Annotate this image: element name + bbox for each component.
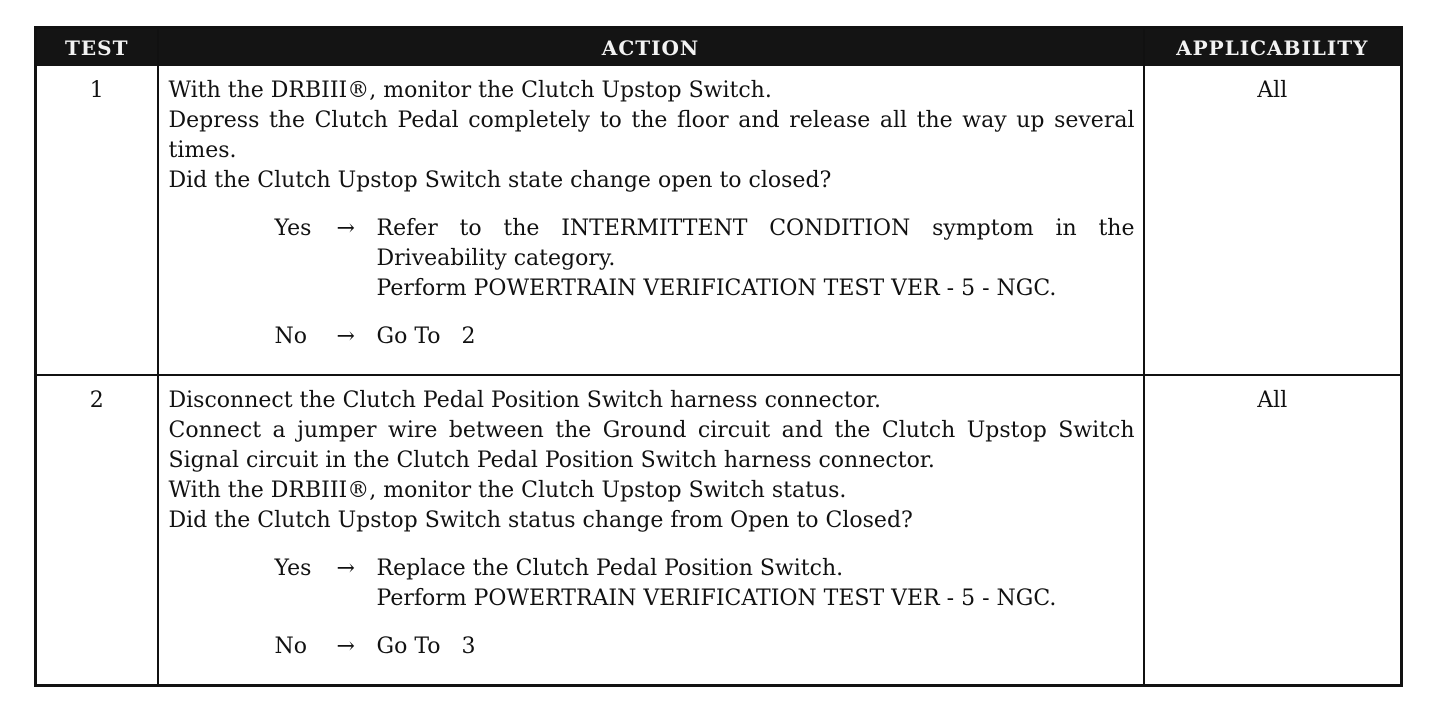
no-outcome bbox=[275, 322, 1135, 352]
header-test: TEST bbox=[36, 28, 158, 67]
right-arrow-icon: → bbox=[336, 556, 355, 581]
yes-label: Yes bbox=[274, 216, 312, 241]
instruction-line: With the DRBIII®, monitor the Clutch Upstop Switch status. bbox=[168, 478, 847, 503]
instructions bbox=[169, 76, 1135, 196]
result-line: Driveability category. bbox=[376, 246, 616, 271]
instruction-line: Disconnect the Clutch Pedal Position Switch harness connector. bbox=[168, 388, 882, 413]
instruction-line: Did the Clutch Upstop Switch status change from Open to Closed? bbox=[168, 508, 913, 533]
go-to-link[interactable]: Go To 2 bbox=[376, 324, 476, 349]
applicability-value: All bbox=[1144, 375, 1402, 686]
instruction-line: Signal circuit in the Clutch Pedal Position Switch harness connector. bbox=[168, 448, 935, 473]
test-number: 2 bbox=[36, 375, 158, 686]
table-row bbox=[36, 66, 1402, 375]
instruction-line: Depress the Clutch Pedal completely to the floor and release all the way up several bbox=[168, 108, 1135, 133]
yes-result bbox=[377, 214, 1135, 304]
yes-outcome bbox=[275, 214, 1135, 304]
no-result bbox=[377, 632, 1135, 662]
instruction-line: times. bbox=[168, 138, 237, 163]
go-to-link[interactable]: Go To 3 bbox=[376, 634, 476, 659]
header-applicability: APPLICABILITY bbox=[1144, 28, 1402, 67]
right-arrow-icon: → bbox=[336, 216, 355, 241]
applicability-value: All bbox=[1144, 66, 1402, 375]
yes-label: Yes bbox=[274, 556, 312, 581]
instruction-line: Connect a jumper wire between the Ground circuit and the Clutch Upstop Switch bbox=[168, 418, 1135, 443]
instruction-line: Did the Clutch Upstop Switch state change open to closed? bbox=[168, 168, 832, 193]
yes-outcome bbox=[275, 554, 1135, 614]
header-action: ACTION bbox=[158, 28, 1144, 67]
result-line: Perform POWERTRAIN VERIFICATION TEST VER - 5 - NGC. bbox=[376, 586, 1057, 611]
right-arrow-icon: → bbox=[336, 634, 355, 659]
no-label: No bbox=[274, 324, 307, 349]
no-label: No bbox=[274, 634, 307, 659]
no-result bbox=[377, 322, 1135, 352]
result-line: Refer to the INTERMITTENT CONDITION symptom in the bbox=[376, 216, 1135, 241]
table-header bbox=[36, 28, 1402, 67]
test-number: 1 bbox=[36, 66, 158, 375]
action-cell bbox=[158, 66, 1144, 375]
yes-result bbox=[377, 554, 1135, 614]
right-arrow-icon: → bbox=[336, 324, 355, 349]
result-line: Perform POWERTRAIN VERIFICATION TEST VER - 5 - NGC. bbox=[376, 276, 1057, 301]
instructions bbox=[169, 386, 1135, 536]
table-row bbox=[36, 375, 1402, 686]
action-cell bbox=[158, 375, 1144, 686]
result-line: Replace the Clutch Pedal Position Switch. bbox=[376, 556, 844, 581]
instruction-line: With the DRBIII®, monitor the Clutch Upstop Switch. bbox=[168, 78, 772, 103]
no-outcome bbox=[275, 632, 1135, 662]
diagnostic-test-table bbox=[34, 26, 1403, 687]
